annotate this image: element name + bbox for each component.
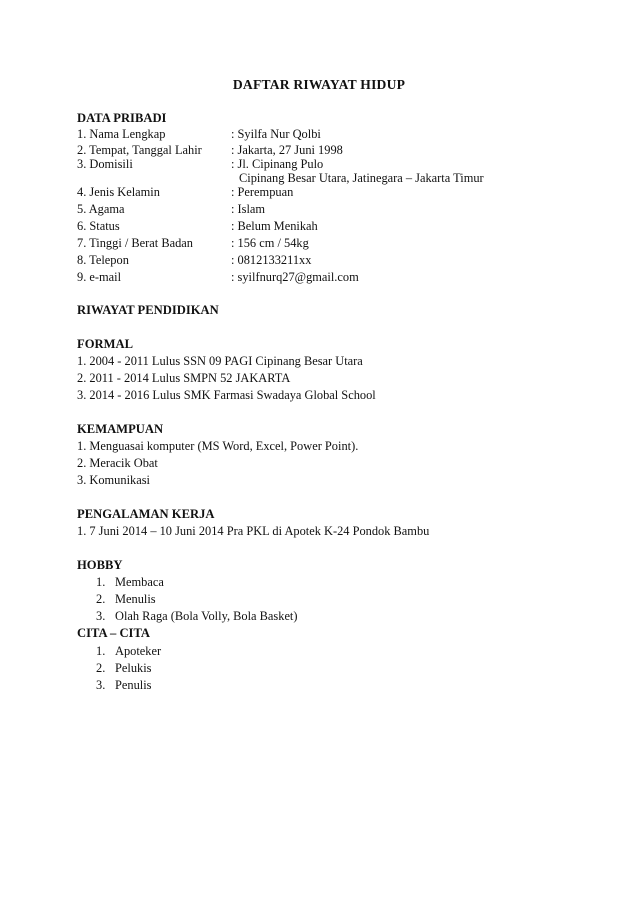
hobby-item: [96, 574, 164, 591]
goal-item: [96, 677, 152, 694]
personal-label: 2. Tempat, Tanggal Lahir: [77, 143, 202, 157]
personal-value: : Jl. Cipinang Pulo: [231, 157, 324, 171]
goal-item: [96, 660, 152, 677]
personal-label: 4. Jenis Kelamin: [77, 185, 160, 199]
page-title: DAFTAR RIWAYAT HIDUP: [232, 77, 406, 92]
education-item: 3. 2014 - 2016 Lulus SMK Farmasi Swadaya Global School: [77, 388, 376, 402]
personal-label: 3. Domisili: [77, 157, 133, 171]
personal-row-phone: [77, 252, 577, 269]
personal-heading: DATA PRIBADI: [77, 111, 167, 125]
list-number: 3.: [96, 609, 106, 623]
personal-row-name: [77, 126, 577, 143]
experience-heading: PENGALAMAN KERJA: [77, 507, 215, 521]
goals-heading: CITA – CITA: [77, 626, 151, 640]
list-number: 2.: [96, 661, 106, 675]
list-text: Menulis: [115, 592, 156, 606]
experience-item: 1. 7 Juni 2014 – 10 Juni 2014 Pra PKL di Apotek K-24 Pondok Bambu: [77, 524, 430, 538]
personal-value: : Jakarta, 27 Juni 1998: [231, 143, 343, 157]
list-text: Apoteker: [115, 644, 162, 658]
personal-value: : Perempuan: [231, 185, 294, 199]
personal-label: 9. e-mail: [77, 270, 122, 284]
personal-value: : Islam: [231, 202, 266, 216]
personal-label: 6. Status: [77, 219, 120, 233]
hobby-item: [96, 608, 298, 625]
personal-row-status: [77, 218, 577, 235]
personal-value: : 156 cm / 54kg: [231, 236, 309, 250]
skill-item: 2. Meracik Obat: [77, 456, 158, 470]
personal-label: 7. Tinggi / Berat Badan: [77, 236, 193, 250]
personal-row-email: [77, 269, 577, 286]
personal-label: 8. Telepon: [77, 253, 129, 267]
personal-row-religion: [77, 201, 577, 218]
personal-value: : 0812133211xx: [231, 253, 312, 267]
skill-item: 1. Menguasai komputer (MS Word, Excel, Power Point).: [77, 439, 359, 453]
list-text: Pelukis: [115, 661, 152, 675]
list-number: 1.: [96, 575, 106, 589]
personal-value: : syilfnurq27@gmail.com: [231, 270, 359, 284]
education-item: 1. 2004 - 2011 Lulus SSN 09 PAGI Cipinang Besar Utara: [77, 354, 363, 368]
hobby-item: [96, 591, 156, 608]
skills-heading: KEMAMPUAN: [77, 422, 164, 436]
personal-value: : Belum Menikah: [231, 219, 318, 233]
domicile-continued: Cipinang Besar Utara, Jatinegara – Jakarta Timur: [239, 171, 484, 185]
list-text: Membaca: [115, 575, 164, 589]
formal-heading: FORMAL: [77, 337, 133, 351]
goal-item: [96, 643, 161, 660]
personal-label: 5. Agama: [77, 202, 125, 216]
personal-value: : Syilfa Nur Qolbi: [231, 127, 321, 141]
personal-row-gender: [77, 184, 577, 201]
list-text: Penulis: [115, 678, 152, 692]
personal-row-height-weight: [77, 235, 577, 252]
education-heading: RIWAYAT PENDIDIKAN: [77, 303, 219, 317]
list-text: Olah Raga (Bola Volly, Bola Basket): [115, 609, 298, 623]
personal-label: 1. Nama Lengkap: [77, 127, 166, 141]
education-item: 2. 2011 - 2014 Lulus SMPN 52 JAKARTA: [77, 371, 291, 385]
list-number: 2.: [96, 592, 106, 606]
skill-item: 3. Komunikasi: [77, 473, 150, 487]
list-number: 1.: [96, 644, 106, 658]
list-number: 3.: [96, 678, 106, 692]
hobby-heading: HOBBY: [77, 558, 123, 572]
